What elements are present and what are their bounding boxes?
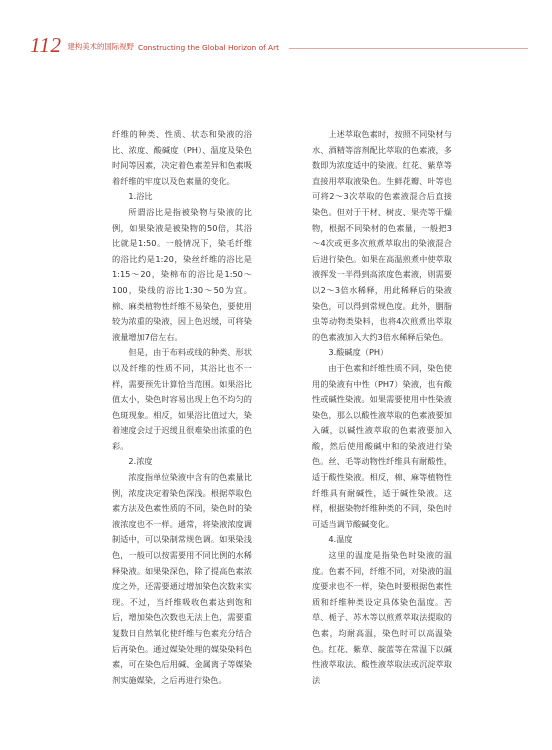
header-rule [289, 48, 528, 49]
section-heading-temperature: 4.温度 [328, 534, 353, 545]
concentration-paragraph: 浓度指单位染液中含有的色素量比例，浓度决定着染色深浅。根据萃取色素方法及色素性质的不同，染色时的染液浓度也不一样。通常，将染液浓度调制适中，可以染制常规色调。如果染浅色，一般可以按需要用不同比例的水稀释染液。如果染深色，除了提高色素浓度之外，还需要通过增加染色次数来实现。不过，当纤维吸收色素达到饱和后，增加染色次数也无法上色，需要重复数日自然氧化使纤维与色素充分结合后再染色。通过媒染处理的媒染染料色素，可在染色后用碱、金属离子等媒染剂实施媒染，之后再进行染色。 [112, 472, 252, 685]
section-heading-ph: 3.酸碱度（PH） [328, 347, 389, 358]
right-column [312, 127, 452, 688]
page-number: 112 [30, 33, 62, 57]
page-header [30, 33, 528, 57]
bath-ratio-paragraph-2: 但是，由于布料或线的种类、形状以及纤维的性质不同，其浴比也不一样，需要预先计算恰当范围。如果浴比值太小，染色时容易出现上色不均匀的色斑现象。相反，如果浴比值过大，染着速度会过于迟缓且很难染出浓重的色彩。 [112, 347, 252, 451]
intro-paragraph: 纤维的种类、性质、状态和染液的浴比、浓度、酸碱度（PH）、温度及染色时间等因素，决定着色素差异和色素吸着纤维的牢度以及色素量的变化。 [112, 129, 252, 186]
section-heading-concentration: 2.浓度 [128, 456, 153, 467]
section-heading-bath-ratio: 1.浴比 [128, 191, 153, 202]
bath-ratio-paragraph-1: 所谓浴比是指被染物与染液的比例，如果染液是被染物的50倍，其浴比就是1:50。一般情况下，染毛纤维的浴比约是1:20，染丝纤维的浴比是1:15～20，染棉布的浴比是1:50～100，染线的浴比1:30～50为宜。棉、麻类植物性纤维不易染色，要使用较为浓重的染液，因上色迟缓，可将染液量增加7倍左右。 [112, 206, 252, 342]
temperature-paragraph: 这里的温度是指染色时染液的温度。色素不同，纤维不同，对染液的温度要求也不一样，染色时要根据色素性质和纤维种类设定具体染色温度。苦草、栀子、苏木等以煎煮萃取法提取的色素，均耐高温，染色时可以高温染色。红花、紫草、靛蓝等在常温下以碱性液萃取法、酸性液萃取法或沉淀萃取法 [312, 550, 452, 685]
extraction-paragraph: 上述萃取色素时，按照不同染材与水、酒精等溶剂配比萃取的色素液，多数即为浓度适中的染液。红花、紫草等直接用萃取液染色。生鲜花瓣、叶等也可将2～3次萃取的色素液混合后直接染色。但对于干材、树皮、果壳等干燥物，根据不同染材的色素量，一般把3～4次或更多次煎煮萃取出的染液混合后进行染色。如果在高温煎煮中使萃取液挥发一半得到高浓度色素液，则需要以2～3倍水稀释，用此稀释后的染液染色，可以得到常规色度。此外，胭脂虫等动物类染料，也将4次煎煮出萃取的色素液加入大约3倍水稀释后染色。 [312, 129, 452, 342]
running-title-chinese: 建构美术的国际视野 [67, 42, 134, 51]
ph-paragraph: 由于色素和纤维性质不同，染色使用的染液有中性（PH7）染液，也有酸性或碱性染液。如果需要使用中性染液染色，那么以酸性液萃取的色素液要加入碱，以碱性液萃取的色素液要加入酸，然后使用酸碱中和的染液进行染色。丝、毛等动物性纤维具有耐酸性，适于酸性染液。相反，棉、麻等植物性纤维具有耐碱性，适于碱性染液。这样，根据染物纤维种类的不同，染色时可适当调节酸碱变化。 [312, 362, 452, 529]
left-column [112, 127, 252, 688]
running-title-english: Constructing the Global Horizon of Art [137, 43, 280, 52]
